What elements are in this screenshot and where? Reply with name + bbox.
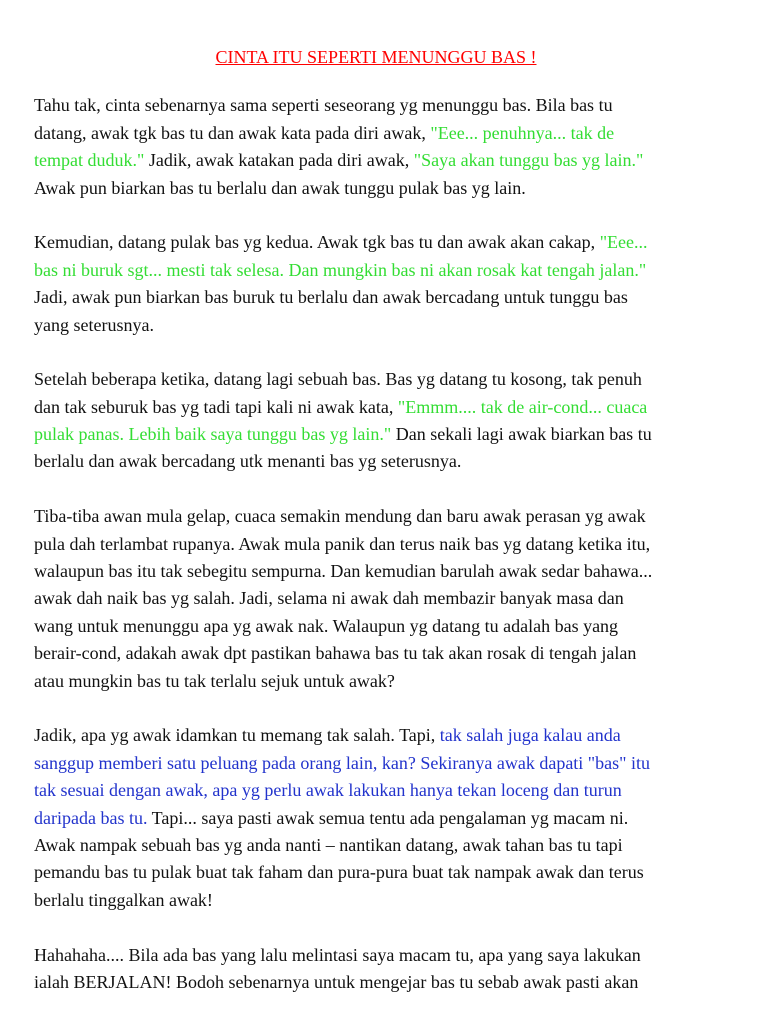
body-text: Hahahaha.... Bila ada bas yang lalu melintasi saya macam tu, apa yang saya lakukan bbox=[34, 944, 641, 965]
text-line bbox=[34, 448, 718, 475]
text-line bbox=[34, 312, 718, 339]
text-line bbox=[34, 257, 718, 284]
text-line bbox=[34, 969, 718, 996]
paragraph bbox=[34, 92, 718, 202]
green-quote-text: "Saya akan tunggu bas yg lain." bbox=[413, 150, 644, 171]
blue-quote-text: sanggup memberi satu peluang pada orang lain, kan? Sekiranya awak dapati "bas" itu bbox=[34, 752, 650, 773]
paragraph bbox=[34, 229, 718, 339]
text-line bbox=[34, 777, 718, 804]
text-line bbox=[34, 859, 718, 886]
green-quote-text: pulak panas. Lebih baik saya tunggu bas yg lain." bbox=[34, 424, 392, 445]
paragraph bbox=[34, 366, 718, 476]
text-line bbox=[34, 668, 718, 695]
text-line bbox=[34, 175, 718, 202]
body-text: ialah BERJALAN! Bodoh sebenarnya untuk mengejar bas tu sebab awak pasti akan bbox=[34, 971, 639, 992]
text-line bbox=[34, 750, 718, 777]
body-text: atau mungkin bas tu tak terlalu sejuk untuk awak? bbox=[34, 670, 395, 691]
body-text: awak dah naik bas yg salah. Jadi, selama ni awak dah membazir banyak masa dan bbox=[34, 588, 624, 609]
body-text: Dan sekali lagi awak biarkan bas tu bbox=[391, 424, 652, 445]
text-line bbox=[34, 805, 718, 832]
text-line bbox=[34, 394, 718, 421]
paragraph bbox=[34, 503, 718, 695]
page-title: CINTA ITU SEPERTI MENUNGGU BAS ! bbox=[215, 47, 537, 67]
body-text: Setelah beberapa ketika, datang lagi sebuah bas. Bas yg datang tu kosong, tak penuh bbox=[34, 369, 642, 390]
body-text: Awak pun biarkan bas tu berlalu dan awak tunggu pulak bas yg lain. bbox=[34, 177, 526, 198]
body-text: yang seterusnya. bbox=[34, 314, 154, 335]
text-line bbox=[34, 942, 718, 969]
green-quote-text: "Emmm.... tak de air-cond... cuaca bbox=[397, 396, 648, 417]
text-line bbox=[34, 503, 718, 530]
text-line bbox=[34, 421, 718, 448]
text-line bbox=[34, 284, 718, 311]
body-text: Tahu tak, cinta sebenarnya sama seperti seseorang yg menunggu bas. Bila bas tu bbox=[34, 95, 613, 116]
blue-quote-text: tak sesuai dengan awak, apa yg perlu awak lakukan hanya tekan loceng dan turun bbox=[34, 780, 622, 801]
text-line bbox=[34, 558, 718, 585]
text-line bbox=[34, 585, 718, 612]
green-quote-text: tempat duduk." bbox=[34, 150, 145, 171]
text-line bbox=[34, 887, 718, 914]
text-line bbox=[34, 92, 718, 119]
text-line bbox=[34, 147, 718, 174]
body-text: wang untuk menunggu apa yg awak nak. Walaupun yg datang tu adalah bas yang bbox=[34, 615, 619, 636]
text-line bbox=[34, 120, 718, 147]
document-body bbox=[34, 92, 718, 996]
text-line bbox=[34, 832, 718, 859]
green-quote-text: bas ni buruk sgt... mesti tak selesa. Dan mungkin bas ni akan rosak kat tengah jalan." bbox=[34, 259, 647, 280]
body-text: Tiba-tiba awan mula gelap, cuaca semakin mendung dan baru awak perasan yg awak bbox=[34, 506, 646, 527]
text-line bbox=[34, 722, 718, 749]
body-text: Jadik, awak katakan pada diri awak, bbox=[144, 150, 414, 171]
paragraph bbox=[34, 942, 718, 997]
green-quote-text: "Eee... penuhnya... tak de bbox=[430, 122, 615, 143]
green-quote-text: "Eee... bbox=[599, 232, 648, 253]
text-line bbox=[34, 640, 718, 667]
body-text: Jadik, apa yg awak idamkan tu memang tak salah. Tapi, bbox=[34, 725, 440, 746]
body-text: dan tak seburuk bas yg tadi tapi kali ni awak kata, bbox=[34, 396, 398, 417]
body-text: Jadi, awak pun biarkan bas buruk tu berlalu dan awak bercadang untuk tunggu bas bbox=[34, 287, 628, 308]
body-text: pemandu bas tu pulak buat tak faham dan pura-pura buat tak nampak awak dan terus bbox=[34, 862, 644, 883]
body-text: Awak nampak sebuah bas yg anda nanti – nantikan datang, awak tahan bas tu tapi bbox=[34, 834, 623, 855]
text-line bbox=[34, 366, 718, 393]
body-text: berlalu tinggalkan awak! bbox=[34, 889, 213, 910]
paragraph bbox=[34, 722, 718, 914]
body-text: berair-cond, adakah awak dpt pastikan bahawa bas tu tak akan rosak di tengah jalan bbox=[34, 643, 637, 664]
body-text: Kemudian, datang pulak bas yg kedua. Awak tgk bas tu dan awak akan cakap, bbox=[34, 232, 600, 253]
body-text: Tapi... saya pasti awak semua tentu ada pengalaman yg macam ni. bbox=[147, 807, 629, 828]
body-text: berlalu dan awak bercadang utk menanti bas yg seterusnya. bbox=[34, 451, 462, 472]
body-text: pula dah terlambat rupanya. Awak mula panik dan terus naik bas yg datang ketika itu, bbox=[34, 533, 651, 554]
body-text: walaupun bas itu tak sebegitu sempurna. Dan kemudian barulah awak sedar bahawa... bbox=[34, 561, 653, 582]
blue-quote-text: daripada bas tu. bbox=[34, 807, 148, 828]
text-line bbox=[34, 229, 718, 256]
text-line bbox=[34, 531, 718, 558]
text-line bbox=[34, 613, 718, 640]
blue-quote-text: tak salah juga kalau anda bbox=[439, 725, 621, 746]
body-text: datang, awak tgk bas tu dan awak kata pada diri awak, bbox=[34, 122, 431, 143]
